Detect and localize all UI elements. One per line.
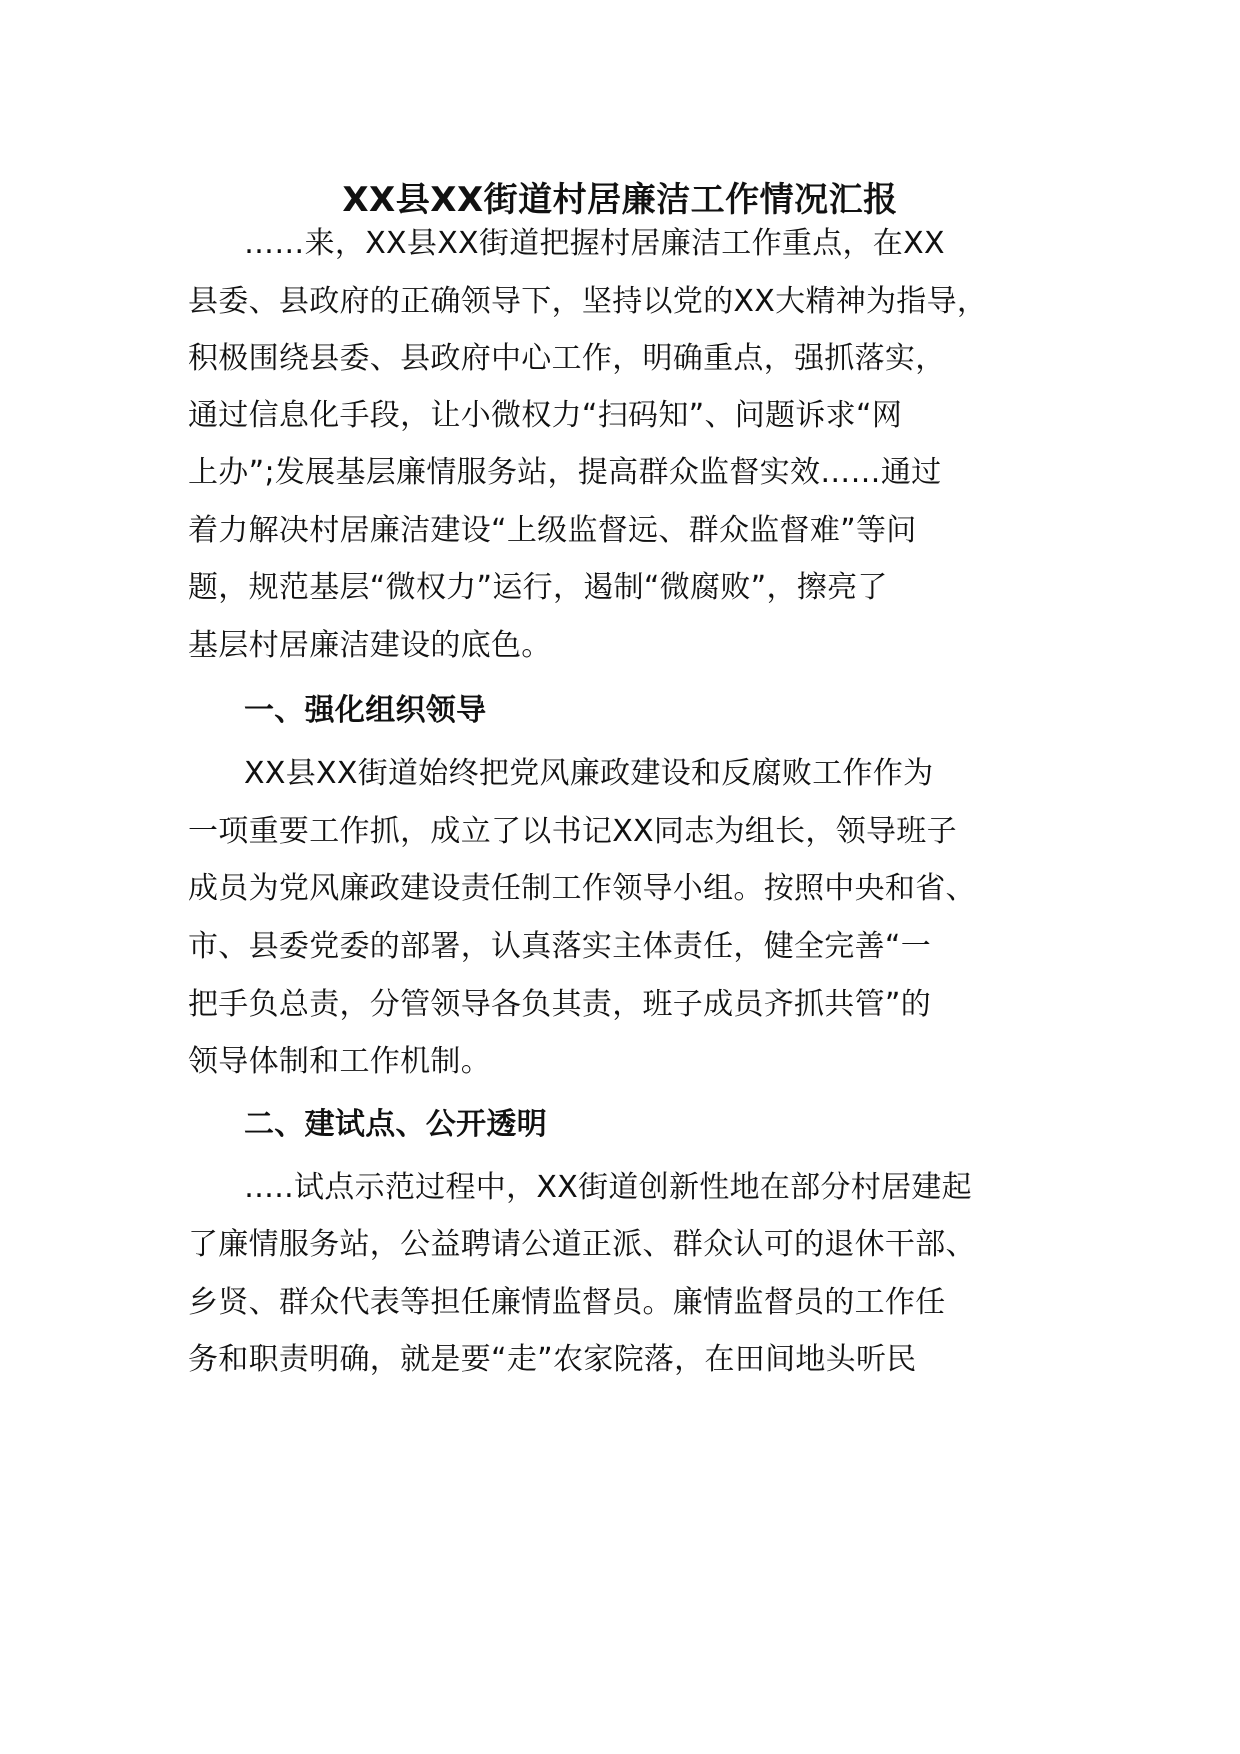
document-title: XX县XX街道村居廉洁工作情况汇报 (342, 180, 898, 220)
intro-line: 积极围绕县委、县政府中心工作，明确重点，强抓落实， (188, 341, 946, 376)
section1-line: XX县XX街道始终把党风廉政建设和反腐败工作作为 (244, 756, 934, 791)
section2-line: 务和职责明确，就是要“走”农家院落，在田间地头听民 (188, 1342, 917, 1377)
section1-line: 成员为党风廉政建设责任制工作领导小组。按照中央和省、 (188, 871, 976, 906)
section1-line: 领导体制和工作机制。 (188, 1044, 491, 1079)
intro-line: 题，规范基层“微权力”运行，遏制“微腐败”，擦亮了 (188, 570, 888, 605)
intro-line: ……来，XX县XX街道把握村居廉洁工作重点，在XX (244, 226, 945, 261)
section-heading-1: 一、强化组织领导 (244, 693, 487, 728)
intro-line: 着力解决村居廉洁建设“上级监督远、群众监督难”等问 (188, 513, 917, 548)
section-heading-2: 二、建试点、公开透明 (244, 1107, 547, 1142)
section2-line: …..试点示范过程中，XX街道创新性地在部分村居建起 (244, 1170, 972, 1205)
section2-line: 乡贤、群众代表等担任廉情监督员。廉情监督员的工作任 (188, 1285, 946, 1320)
section2-line: 了廉情服务站，公益聘请公道正派、群众认可的退休干部、 (188, 1227, 976, 1262)
section1-line: 把手负总责，分管领导各负其责，班子成员齐抓共管”的 (188, 987, 932, 1022)
intro-line: 县委、县政府的正确领导下，坚持以党的XX大精神为指导， (188, 284, 988, 319)
intro-line: 上办”;发展基层廉情服务站，提高群众监督实效……通过 (188, 455, 942, 490)
intro-line: 通过信息化手段，让小微权力“扫码知”、问题诉求“网 (188, 398, 903, 433)
intro-line: 基层村居廉洁建设的底色。 (188, 628, 552, 663)
section1-line: 市、县委党委的部署，认真落实主体责任，健全完善“一 (188, 929, 932, 964)
section1-line: 一项重要工作抓，成立了以书记XX同志为组长，领导班子 (188, 814, 957, 849)
